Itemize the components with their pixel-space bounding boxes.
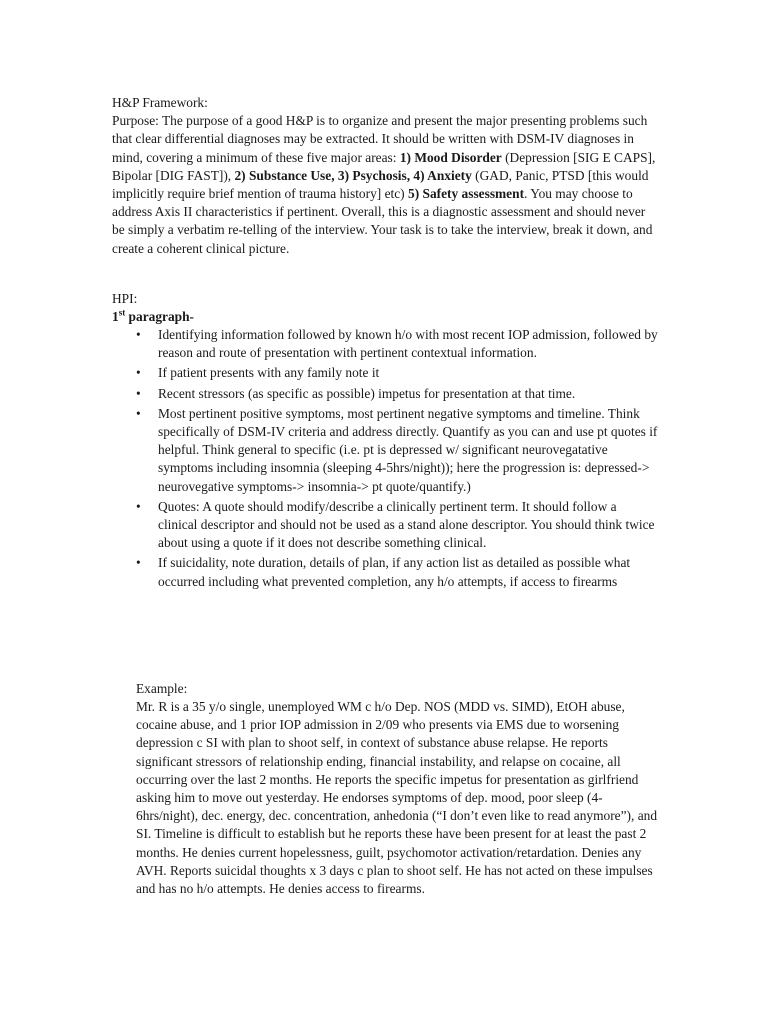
hpi-label: HPI: — [112, 291, 138, 306]
list-item — [112, 385, 658, 403]
list-item-text: Recent stressors (as specific as possible) impetus for presentation at that time. — [158, 385, 576, 401]
paragraph-number: 1 — [112, 309, 119, 325]
purpose-text-4: . You may choose to address Axis II characteristics if pertinent. Overall, this is a diagnostic assessment and should never be simply a verbatim re-telling of the interview. Your task is to take the interview, break it down, and create a coherent clinical picture. — [112, 186, 653, 256]
list-item — [112, 364, 658, 382]
list-item — [112, 554, 658, 590]
bullet-icon: • — [136, 385, 141, 401]
list-item — [112, 405, 658, 496]
hpi-section — [112, 290, 658, 326]
purpose-text-2: (Depression [SIG E CAPS], Bipolar [DIG FAST]), — [112, 149, 656, 183]
bullet-icon: • — [136, 405, 141, 421]
bullet-icon: • — [136, 327, 141, 342]
purpose-paragraph — [112, 112, 658, 258]
hpi-bullet-list — [112, 326, 658, 593]
list-item-text: Most pertinent positive symptoms, most pertinent negative symptoms and timeline. Think specifically of DSM-IV criteria and address directly. Quantify as you can and use pt quotes if helpful. Think general to specific (i.e. pt is depressed w/ significant neurovegatative symptoms including insomnia (sleeping 4-5hrs/night)); here the progression is: depressed-> neurovegative symptoms-> insomnia-> pt quote/quantify.) — [158, 405, 658, 494]
purpose-bold-2: 2) Substance Use, 3) Psychosis, 4) Anxiety — [234, 167, 472, 183]
bullet-icon: • — [136, 555, 141, 571]
paragraph-subheading — [112, 308, 658, 326]
purpose-text-3: (GAD, Panic, PTSD [this would implicitly require brief mention of trauma history] etc) — [112, 167, 649, 202]
example-paragraph: Mr. R is a 35 y/o single, unemployed WM c h/o Dep. NOS (MDD vs. SIMD), EtOH abuse, cocaine abuse, and 1 prior IOP admission in 2/09 who presents via EMS due to worsening depression c SI with plan to shoot self, in context of substance abuse relapse. He reports significant stressors of relationship ending, financial instability, and relapse on cocaine, all occurring over the last 2 months. He reports the specific impetus for presentation as girlfriend asking him to move out yesterday. He endorses symptoms of dep. mood, poor sleep (4-6hrs/night), dec. energy, dec. concentration, anhedonia (“I don’t even like to read anymore”), and SI. Timeline is difficult to establish but he reports these have been present for at least the past 2 months. He denies current hopelessness, guilt, psychomotor activation/retardation. Denies any AVH. Reports suicidal thoughts x 3 days c plan to shoot self. He has not acted on these impulses and has no h/o attempts. He denies access to firearms. — [136, 699, 658, 897]
list-item-text: If patient presents with any family note it — [158, 365, 380, 381]
example-label: Example: — [136, 681, 188, 696]
paragraph-label: paragraph- — [125, 309, 195, 325]
document-heading: H&P Framework: — [112, 95, 208, 110]
purpose-text-1: Purpose: The purpose of a good H&P is to organize and present the major presenting problems such that clear differential diagnoses may be extracted. It should be written with DSM-IV diagnoses in mind, covering a minimum of these five major areas: — [112, 113, 648, 165]
bullet-icon: • — [136, 365, 141, 381]
list-item-text: Quotes: A quote should modify/describe a clinically pertinent term. It should follow a clinical descriptor and should not be used as a stand alone descriptor. You should think twice about using a quote if it does not describe something clinical. — [158, 498, 655, 551]
intro-section — [112, 94, 658, 258]
list-item-text: If suicidality, note duration, details of plan, if any action list as detailed as possible what occurred including what prevented completion, any h/o attempts, if access to firearms — [158, 555, 631, 589]
list-item — [112, 326, 658, 362]
paragraph-ordinal: st — [118, 307, 126, 318]
list-item-text: Identifying information followed by known h/o with most recent IOP admission, followed by reason and route of presentation with pertinent contextual information. — [158, 327, 658, 361]
purpose-bold-3: 5) Safety assessment — [408, 186, 525, 202]
list-item — [112, 498, 658, 553]
purpose-bold-1: 1) Mood Disorder — [399, 149, 502, 165]
bullet-icon: • — [136, 498, 141, 514]
